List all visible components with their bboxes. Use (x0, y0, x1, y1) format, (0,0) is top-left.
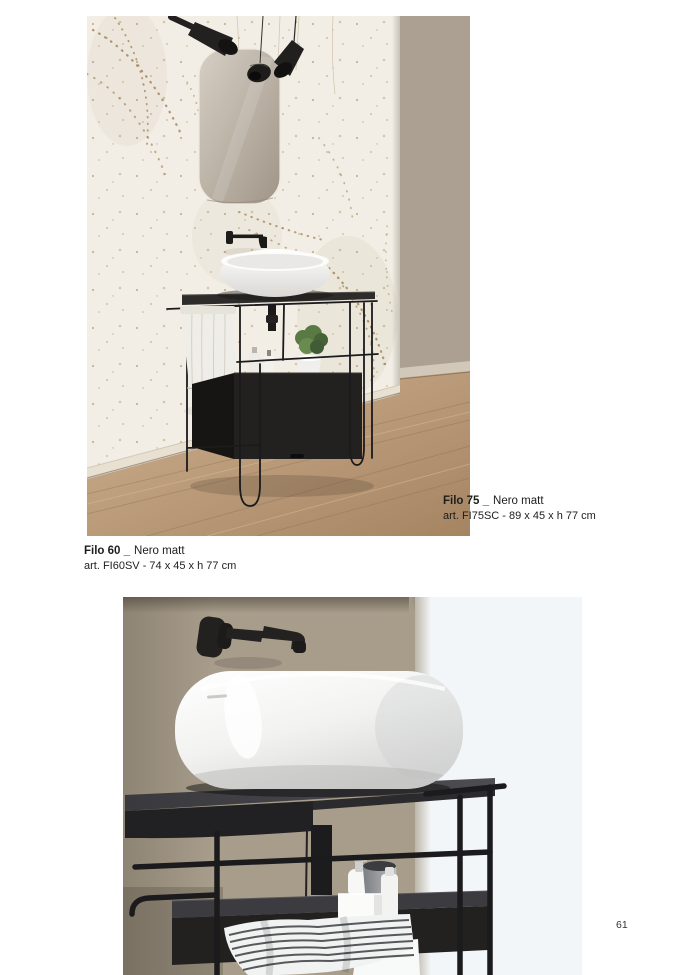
photo-filo75 (87, 16, 470, 536)
countertop-basin (175, 671, 471, 797)
product-finish: Nero matt (493, 495, 544, 507)
floor-shadow (190, 475, 374, 497)
product-details: art. FI75SC - 89 x 45 x h 77 cm (443, 510, 596, 522)
striped-towels (224, 914, 420, 975)
countertop-basin (217, 249, 333, 301)
photo-filo60 (123, 597, 582, 975)
caption-filo60 (84, 544, 344, 574)
product-finish: Nero matt (134, 545, 185, 557)
product-name-bold: Filo 75 _ (443, 495, 490, 507)
product-name (84, 544, 344, 559)
side-wall (400, 16, 470, 381)
page-number: 61 (616, 919, 628, 931)
product-name (443, 494, 643, 509)
product-name-bold: Filo 60 _ (84, 545, 131, 557)
caption-filo75 (443, 494, 643, 524)
product-details: art. FI60SV - 74 x 45 x h 77 cm (84, 560, 237, 572)
white-bottle (381, 867, 398, 922)
